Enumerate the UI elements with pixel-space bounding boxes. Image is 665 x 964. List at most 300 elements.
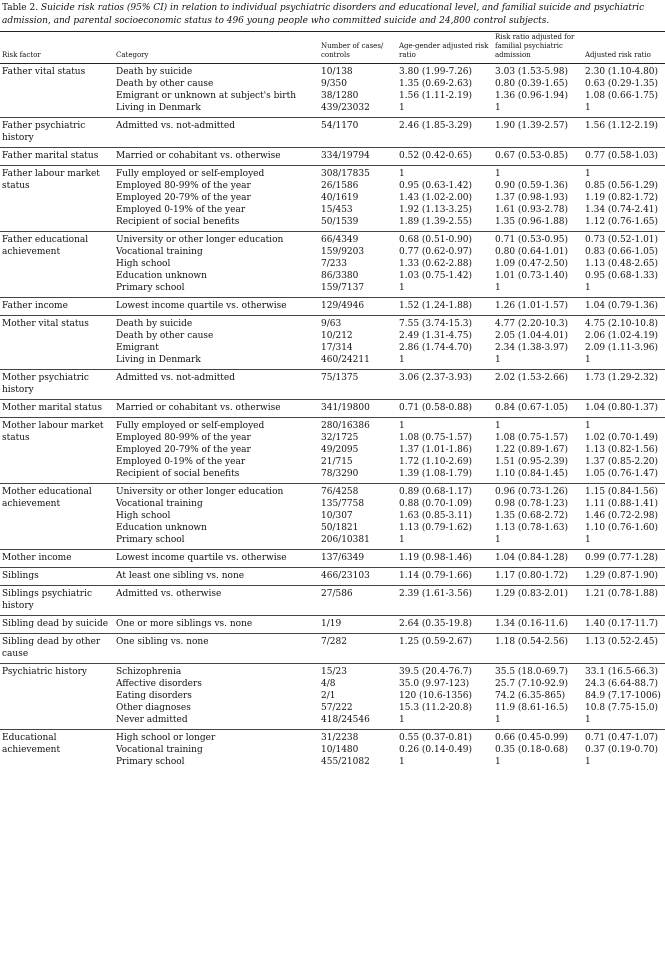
cell-value: 1.90 (1.39-2.57) (495, 121, 569, 131)
cell-value: 4/8 (321, 679, 336, 689)
cell-value: One sibling vs. none (116, 637, 209, 647)
cell-value: 17/314 (321, 343, 353, 353)
familial-adjusted-rr-cell (493, 370, 583, 400)
risk-factor-cell: Mother educational achievement (2, 487, 92, 509)
cell-value: 7/282 (321, 637, 347, 647)
category-cell (114, 634, 319, 664)
cell-value: 129/4946 (321, 301, 365, 311)
cell-value: 1.13 (0.79-1.62) (399, 523, 473, 533)
age-gender-rr-cell (397, 484, 493, 550)
cell-value: 0.98 (0.78-1.23) (495, 499, 569, 509)
cell-value: 1.40 (0.17-11.7) (585, 619, 659, 629)
cell-value: Married or cohabitant vs. otherwise (116, 403, 281, 413)
cell-value: Employed 20-79% of the year (116, 193, 251, 203)
cell-value: 460/24211 (321, 355, 370, 365)
category-cell (114, 664, 319, 730)
risk-factor-group (0, 166, 665, 232)
cases-controls-cell (319, 664, 397, 730)
risk-factor-cell: Mother vital status (2, 319, 89, 329)
adjusted-rr-cell (583, 730, 665, 772)
cell-value: 1.56 (1.12-2.19) (585, 121, 659, 131)
cell-value: Education unknown (116, 523, 207, 533)
cell-value: 1.04 (0.80-1.37) (585, 403, 659, 413)
cell-value: 418/24546 (321, 715, 370, 725)
risk-ratio-table (0, 31, 665, 771)
cell-value: 15.3 (11.2-20.8) (399, 703, 473, 713)
cell-value: 1 (495, 535, 501, 545)
risk-factor-group (0, 418, 665, 484)
adjusted-rr-cell (583, 64, 665, 118)
age-gender-rr-cell (397, 664, 493, 730)
cell-value: 1 (399, 535, 405, 545)
cell-value: 31/2238 (321, 733, 359, 743)
header-cases-controls: Number of cases/ controls (319, 32, 397, 64)
cell-value: 1.35 (0.69-2.63) (399, 79, 473, 89)
risk-factor-group (0, 232, 665, 298)
table-row (0, 568, 665, 586)
cell-value: 1.02 (0.70-1.49) (585, 433, 659, 443)
cell-value: 1.18 (0.54-2.56) (495, 637, 569, 647)
cell-value: 76/4258 (321, 487, 359, 497)
cell-value: 1.19 (0.82-1.72) (585, 193, 659, 203)
cell-value: 32/1725 (321, 433, 359, 443)
risk-factor-cell: Siblings psychiatric history (2, 589, 92, 611)
cell-value: 1.03 (0.75-1.42) (399, 271, 473, 281)
cases-controls-cell (319, 634, 397, 664)
cell-value: 0.52 (0.42-0.65) (399, 151, 473, 161)
cell-value: 1.35 (0.68-2.72) (495, 511, 569, 521)
cell-value: Recipient of social benefits (116, 217, 240, 227)
adjusted-rr-cell (583, 370, 665, 400)
age-gender-rr-cell (397, 550, 493, 568)
cell-value: 1.92 (1.13-3.25) (399, 205, 473, 215)
adjusted-rr-cell (583, 616, 665, 634)
cell-value: 1.13 (0.48-2.65) (585, 259, 659, 269)
cell-value: 33.1 (16.5-66.3) (585, 667, 659, 677)
cell-value: 4.77 (2.20-10.3) (495, 319, 569, 329)
age-gender-rr-cell (397, 418, 493, 484)
cell-value: 15/453 (321, 205, 353, 215)
familial-adjusted-rr-cell (493, 730, 583, 772)
cell-value: 0.89 (0.68-1.17) (399, 487, 473, 497)
cell-value: 38/1280 (321, 91, 359, 101)
cases-controls-cell (319, 484, 397, 550)
risk-factor-cell: Sibling dead by other cause (2, 637, 101, 659)
adjusted-rr-cell (583, 298, 665, 316)
risk-factor-cell: Father marital status (2, 151, 99, 161)
cell-value: 0.26 (0.14-0.49) (399, 745, 473, 755)
cell-value: 49/2095 (321, 445, 359, 455)
cell-value: 35.0 (9.97-123) (399, 679, 470, 689)
cell-value: 0.83 (0.66-1.05) (585, 247, 659, 257)
cell-value: 66/4349 (321, 235, 359, 245)
cell-value: Primary school (116, 283, 185, 293)
familial-adjusted-rr-cell (493, 568, 583, 586)
cell-value: 1 (399, 169, 405, 179)
cell-value: Vocational training (116, 745, 203, 755)
cell-value: Lowest income quartile vs. otherwise (116, 553, 287, 563)
header-age-gender-rr: Age-gender adjusted risk ratio (397, 32, 493, 64)
age-gender-rr-cell (397, 586, 493, 616)
cell-value: 1 (399, 421, 405, 431)
cell-value: 2.49 (1.31-4.75) (399, 331, 473, 341)
cell-value: 1 (585, 355, 591, 365)
cell-value: 1.51 (0.95-2.39) (495, 457, 569, 467)
cell-value: Employed 20-79% of the year (116, 445, 251, 455)
risk-factor-group (0, 148, 665, 166)
familial-adjusted-rr-cell (493, 232, 583, 298)
cell-value: 1 (585, 103, 591, 113)
cell-value: 3.80 (1.99-7.26) (399, 67, 473, 77)
cell-value: 57/222 (321, 703, 353, 713)
cell-value: 3.06 (2.37-3.93) (399, 373, 473, 383)
category-cell (114, 370, 319, 400)
familial-adjusted-rr-cell (493, 298, 583, 316)
cell-value: 1.17 (0.80-1.72) (495, 571, 569, 581)
cell-value: 2.34 (1.38-3.97) (495, 343, 569, 353)
risk-factor-group (0, 400, 665, 418)
table-row (0, 418, 665, 484)
table-row (0, 298, 665, 316)
age-gender-rr-cell (397, 370, 493, 400)
cell-value: Schizophrenia (116, 667, 182, 677)
table-row (0, 370, 665, 400)
cell-value: 0.95 (0.63-1.42) (399, 181, 473, 191)
cell-value: Admitted vs. not-admitted (116, 373, 236, 383)
cell-value: 1/19 (321, 619, 342, 629)
cell-value: 0.85 (0.56-1.29) (585, 181, 659, 191)
cases-controls-cell (319, 298, 397, 316)
cell-value: 1.37 (0.85-2.20) (585, 457, 659, 467)
cell-value: 1 (399, 103, 405, 113)
cell-value: 2.02 (1.53-2.66) (495, 373, 569, 383)
category-cell (114, 568, 319, 586)
cell-value: 0.37 (0.19-0.70) (585, 745, 659, 755)
table-row (0, 484, 665, 550)
table-row (0, 232, 665, 298)
cell-value: 2.09 (1.11-3.96) (585, 343, 659, 353)
cell-value: Admitted vs. not-admitted (116, 121, 236, 131)
cell-value: 1.25 (0.59-2.67) (399, 637, 473, 647)
age-gender-rr-cell (397, 148, 493, 166)
cases-controls-cell (319, 370, 397, 400)
cell-value: 1 (495, 283, 501, 293)
adjusted-rr-cell (583, 568, 665, 586)
risk-factor-cell: Father psychiatric history (2, 121, 86, 143)
cell-value: 334/19794 (321, 151, 370, 161)
cell-value: 1 (495, 103, 501, 113)
adjusted-rr-cell (583, 484, 665, 550)
risk-factor-cell: Sibling dead by suicide (2, 619, 109, 629)
table-row (0, 616, 665, 634)
cell-value: 15/23 (321, 667, 347, 677)
cell-value: 1.89 (1.39-2.55) (399, 217, 473, 227)
cell-value: University or other longer education (116, 487, 284, 497)
cell-value: 50/1539 (321, 217, 359, 227)
category-cell (114, 400, 319, 418)
cell-value: 1 (495, 169, 501, 179)
adjusted-rr-cell (583, 118, 665, 148)
cell-value: 50/1821 (321, 523, 359, 533)
cell-value: 1.52 (1.24-1.88) (399, 301, 473, 311)
cell-value: Employed 0-19% of the year (116, 205, 246, 215)
age-gender-rr-cell (397, 166, 493, 232)
cell-value: University or other longer education (116, 235, 284, 245)
cell-value: High school (116, 259, 171, 269)
category-cell (114, 616, 319, 634)
category-cell (114, 586, 319, 616)
cell-value: 1.26 (1.01-1.57) (495, 301, 569, 311)
category-cell (114, 730, 319, 772)
cell-value: 1.29 (0.83-2.01) (495, 589, 569, 599)
cell-value: 1.35 (0.96-1.88) (495, 217, 569, 227)
cell-value: 466/23103 (321, 571, 370, 581)
adjusted-rr-cell (583, 418, 665, 484)
age-gender-rr-cell (397, 118, 493, 148)
cell-value: Eating disorders (116, 691, 192, 701)
cell-value: 120 (10.6-1356) (399, 691, 473, 701)
age-gender-rr-cell (397, 298, 493, 316)
cell-value: 455/21082 (321, 757, 370, 767)
cell-value: Death by other cause (116, 331, 214, 341)
familial-adjusted-rr-cell (493, 64, 583, 118)
adjusted-rr-cell (583, 586, 665, 616)
risk-factor-cell: Mother marital status (2, 403, 102, 413)
cell-value: 1 (495, 715, 501, 725)
familial-adjusted-rr-cell (493, 616, 583, 634)
age-gender-rr-cell (397, 616, 493, 634)
familial-adjusted-rr-cell (493, 316, 583, 370)
cell-value: 1.01 (0.73-1.40) (495, 271, 569, 281)
cell-value: 1 (495, 355, 501, 365)
cell-value: 1.09 (0.47-2.50) (495, 259, 569, 269)
cell-value: 1 (585, 757, 591, 767)
risk-factor-cell: Father income (2, 301, 68, 311)
familial-adjusted-rr-cell (493, 148, 583, 166)
cell-value: 2/1 (321, 691, 336, 701)
cell-value: 135/7758 (321, 499, 365, 509)
cell-value: 0.63 (0.29-1.35) (585, 79, 659, 89)
cases-controls-cell (319, 232, 397, 298)
cell-value: 2.86 (1.74-4.70) (399, 343, 473, 353)
header-category: Category (114, 32, 319, 64)
cell-value: 1 (585, 169, 591, 179)
cell-value: 11.9 (8.61-16.5) (495, 703, 569, 713)
cell-value: 159/9203 (321, 247, 365, 257)
table-row (0, 400, 665, 418)
cell-value: Living in Denmark (116, 103, 201, 113)
cell-value: Education unknown (116, 271, 207, 281)
cell-value: Affective disorders (116, 679, 202, 689)
risk-factor-cell: Psychiatric history (2, 667, 88, 677)
category-cell (114, 298, 319, 316)
table-row (0, 316, 665, 370)
cell-value: 10/307 (321, 511, 353, 521)
category-cell (114, 484, 319, 550)
cell-value: Employed 0-19% of the year (116, 457, 246, 467)
familial-adjusted-rr-cell (493, 586, 583, 616)
cell-value: 0.66 (0.45-0.99) (495, 733, 569, 743)
cell-value: 2.46 (1.85-3.29) (399, 121, 473, 131)
cases-controls-cell (319, 568, 397, 586)
age-gender-rr-cell (397, 568, 493, 586)
cell-value: 1.63 (0.85-3.11) (399, 511, 473, 521)
risk-factor-group (0, 730, 665, 772)
cell-value: 308/17835 (321, 169, 370, 179)
cell-value: 0.95 (0.68-1.33) (585, 271, 659, 281)
cell-value: 26/1586 (321, 181, 359, 191)
adjusted-rr-cell (583, 634, 665, 664)
cell-value: 0.84 (0.67-1.05) (495, 403, 569, 413)
risk-factor-group (0, 298, 665, 316)
risk-factor-group (0, 64, 665, 118)
cell-value: 2.64 (0.35-19.8) (399, 619, 473, 629)
cell-value: 1.33 (0.62-2.88) (399, 259, 473, 269)
category-cell (114, 418, 319, 484)
cell-value: 1.34 (0.16-11.6) (495, 619, 569, 629)
familial-adjusted-rr-cell (493, 418, 583, 484)
cell-value: 1.36 (0.96-1.94) (495, 91, 569, 101)
cell-value: One or more siblings vs. none (116, 619, 253, 629)
header-familial-adjusted-rr: Risk ratio adjusted for familial psychiatric admission (493, 32, 583, 64)
cell-value: 1.12 (0.76-1.65) (585, 217, 659, 227)
caption-text: Suicide risk ratios (95% CI) in relation to individual psychiatric disorders and educational level, and familial suicide and psychiatric admission, and parental socioeconomic status to 496 young people who committed suicide and 24,800 control subjects. (2, 3, 645, 26)
cases-controls-cell (319, 418, 397, 484)
cell-value: 1.08 (0.75-1.57) (495, 433, 569, 443)
cell-value: 1.19 (0.98-1.46) (399, 553, 473, 563)
risk-factor-group (0, 370, 665, 400)
cell-value: 1.10 (0.84-1.45) (495, 469, 569, 479)
category-cell (114, 166, 319, 232)
cell-value: 74.2 (6.35-865) (495, 691, 566, 701)
cell-value: 1.13 (0.52-2.45) (585, 637, 659, 647)
cell-value: 1.37 (0.98-1.93) (495, 193, 569, 203)
cell-value: 1.04 (0.79-1.36) (585, 301, 659, 311)
risk-factor-cell: Mother labour market status (2, 421, 104, 443)
header-adjusted-rr: Adjusted risk ratio (583, 32, 665, 64)
cell-value: 1.73 (1.29-2.32) (585, 373, 659, 383)
risk-factor-cell: Siblings (2, 571, 39, 581)
risk-factor-cell: Father labour market status (2, 169, 100, 191)
familial-adjusted-rr-cell (493, 400, 583, 418)
cases-controls-cell (319, 166, 397, 232)
cell-value: 1 (495, 421, 501, 431)
category-cell (114, 148, 319, 166)
cell-value: 1 (495, 757, 501, 767)
cases-controls-cell (319, 730, 397, 772)
cell-value: 10/138 (321, 67, 353, 77)
age-gender-rr-cell (397, 316, 493, 370)
cell-value: 4.75 (2.10-10.8) (585, 319, 659, 329)
table-row (0, 586, 665, 616)
risk-factor-cell: Father vital status (2, 67, 86, 77)
cell-value: High school (116, 511, 171, 521)
cases-controls-cell (319, 148, 397, 166)
cell-value: 439/23032 (321, 103, 370, 113)
cell-value: 3.03 (1.53-5.98) (495, 67, 569, 77)
cell-value: Recipient of social benefits (116, 469, 240, 479)
cell-value: 54/1170 (321, 121, 359, 131)
cell-value: 0.35 (0.18-0.68) (495, 745, 569, 755)
cell-value: 9/63 (321, 319, 342, 329)
table-row (0, 64, 665, 118)
cell-value: Primary school (116, 535, 185, 545)
cell-value: Vocational training (116, 247, 203, 257)
familial-adjusted-rr-cell (493, 166, 583, 232)
table-row (0, 166, 665, 232)
cell-value: Living in Denmark (116, 355, 201, 365)
cell-value: 0.77 (0.62-0.97) (399, 247, 473, 257)
cell-value: Admitted vs. otherwise (116, 589, 222, 599)
cell-value: 0.90 (0.59-1.36) (495, 181, 569, 191)
category-cell (114, 64, 319, 118)
adjusted-rr-cell (583, 316, 665, 370)
cell-value: 341/19800 (321, 403, 370, 413)
cell-value: 10.8 (7.75-15.0) (585, 703, 659, 713)
cell-value: 1 (585, 535, 591, 545)
cell-value: 39.5 (20.4-76.7) (399, 667, 473, 677)
cell-value: 78/3290 (321, 469, 359, 479)
risk-factor-group (0, 568, 665, 586)
age-gender-rr-cell (397, 730, 493, 772)
cell-value: 1.10 (0.76-1.60) (585, 523, 659, 533)
risk-factor-cell: Father educational achievement (2, 235, 89, 257)
table-caption (2, 2, 663, 27)
cases-controls-cell (319, 400, 397, 418)
cell-value: 10/1480 (321, 745, 359, 755)
cell-value: 75/1375 (321, 373, 359, 383)
cell-value: 0.99 (0.77-1.28) (585, 553, 659, 563)
adjusted-rr-cell (583, 550, 665, 568)
familial-adjusted-rr-cell (493, 118, 583, 148)
risk-factor-cell: Educational achievement (2, 733, 61, 755)
cell-value: 25.7 (7.10-92.9) (495, 679, 569, 689)
cell-value: 1.22 (0.89-1.67) (495, 445, 569, 455)
cases-controls-cell (319, 616, 397, 634)
cell-value: 1.15 (0.84-1.56) (585, 487, 659, 497)
cell-value: Fully employed or self-employed (116, 421, 265, 431)
cell-value: Married or cohabitant vs. otherwise (116, 151, 281, 161)
cell-value: 0.88 (0.70-1.09) (399, 499, 473, 509)
age-gender-rr-cell (397, 634, 493, 664)
cell-value: 206/10381 (321, 535, 370, 545)
cell-value: Emigrant (116, 343, 159, 353)
cell-value: 137/6349 (321, 553, 365, 563)
cell-value: 10/212 (321, 331, 353, 341)
cell-value: Employed 80-99% of the year (116, 433, 251, 443)
cell-value: 7/233 (321, 259, 347, 269)
header-risk-factor: Risk factor (0, 32, 114, 64)
cases-controls-cell (319, 64, 397, 118)
cell-value: Vocational training (116, 499, 203, 509)
cell-value: 1 (399, 283, 405, 293)
cell-value: 2.06 (1.02-4.19) (585, 331, 659, 341)
cell-value: 1.61 (0.93-2.78) (495, 205, 569, 215)
age-gender-rr-cell (397, 400, 493, 418)
category-cell (114, 316, 319, 370)
familial-adjusted-rr-cell (493, 550, 583, 568)
risk-factor-cell: Mother psychiatric history (2, 373, 89, 395)
cell-value: 0.71 (0.53-0.95) (495, 235, 569, 245)
cell-value: 9/350 (321, 79, 347, 89)
cell-value: 1 (585, 283, 591, 293)
age-gender-rr-cell (397, 232, 493, 298)
cell-value: 7.55 (3.74-15.3) (399, 319, 473, 329)
cell-value: 280/16386 (321, 421, 370, 431)
cell-value: Never admitted (116, 715, 188, 725)
cell-value: 86/3380 (321, 271, 359, 281)
adjusted-rr-cell (583, 232, 665, 298)
